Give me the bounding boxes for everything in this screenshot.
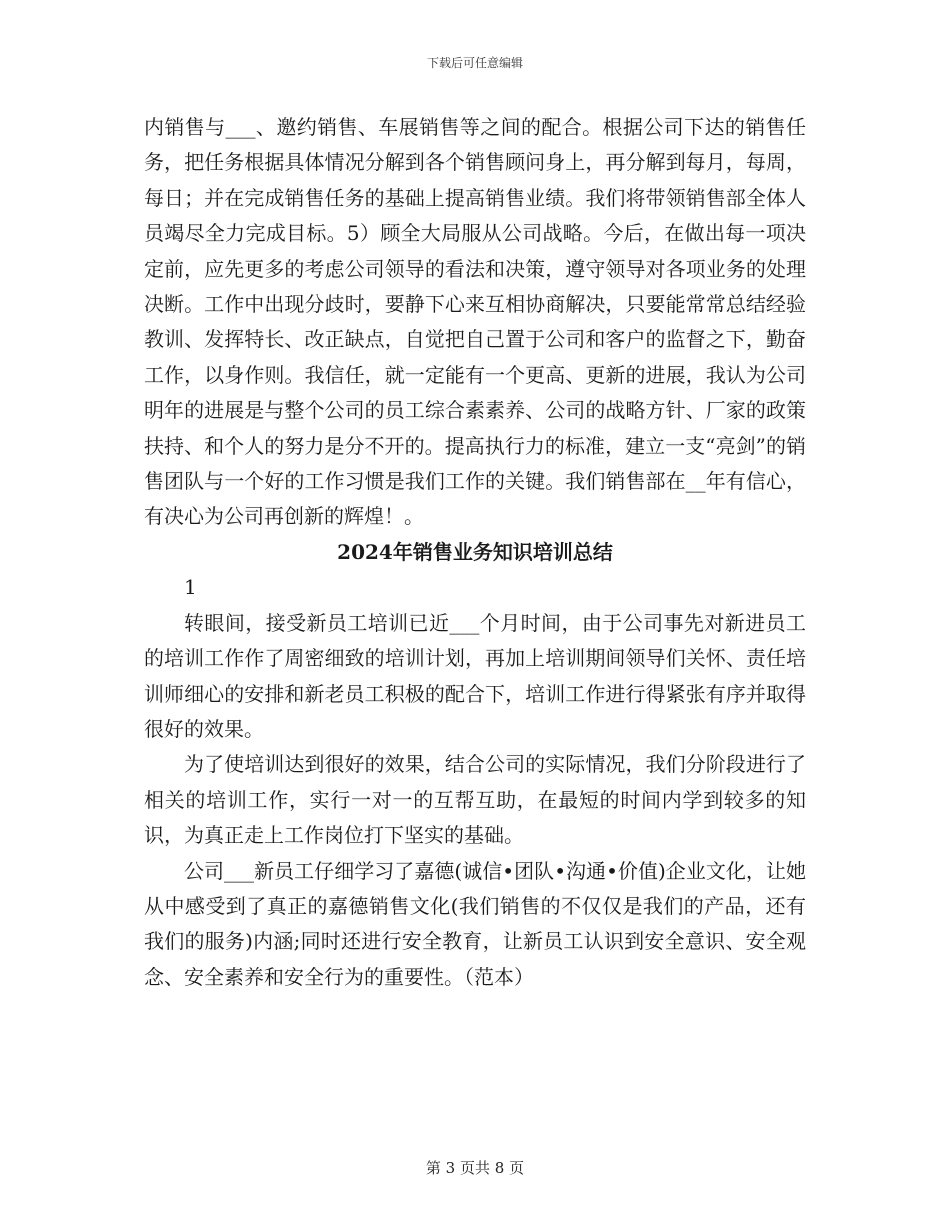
paragraph-3: 公司___新员工仔细学习了嘉德(诚信•团队•沟通•价值)企业文化，让她从中感受到了真正的嘉德销售文化(我们销售的不仅仅是我们的产品，还有我们的服务)内涵;同时还进行安全教育，让新员工认识到安全意识、安全观念、安全素养和安全行为的重要性。（范本） [144,858,806,989]
section-number: 1 [184,575,197,600]
paragraph-1: 转眼间，接受新员工培训已近___个月时间，由于公司事先对新进员工的培训工作作了周密细致的培训计划，再加上培训期间领导们关怀、责任培训师细心的安排和新老员工积极的配合下，培训工作进行得紧张有序并取得很好的效果。 [144,610,806,741]
paragraph-2: 为了使培训达到很好的效果，结合公司的实际情况，我们分阶段进行了相关的培训工作，实行一对一的互帮互助，在最短的时间内学到较多的知识，为真正走上工作岗位打下坚实的基础。 [144,752,806,848]
document-body [144,110,806,995]
section-title: 2024年销售业务知识培训总结 [337,539,613,564]
page-header: 下载后可任意编辑 [426,56,523,70]
page-footer: 第 3 页共 8 页 [425,1159,525,1177]
continuation-paragraph: 内销售与___、邀约销售、车展销售等之间的配合。根据公司下达的销售任务，把任务根据具体情况分解到各个销售顾问身上，再分解到每月，每周，每日；并在完成销售任务的基础上提高销售业绩。我们将带领销售部全体人员竭尽全力完成目标。5）顾全大局服从公司战略。今后，在做出每一项决定前，应先更多的考虑公司领导的看法和决策，遵守领导对各项业务的处理决断。工作中出现分歧时，要静下心来互相协商解决，只要能常常总结经验教训、发挥特长、改正缺点，自觉把自己置于公司和客户的监督之下，勤奋工作，以身作则。我信任，就一定能有一个更高、更新的进展，我认为公司明年的进展是与整个公司的员工综合素素养、公司的战略方针、厂家的政策扶持、和个人的努力是分不开的。提高执行力的标准，建立一支“亮剑”的销售团队与一个好的工作习惯是我们工作的关键。我们销售部在__年有信心，有决心为公司再创新的辉煌！。 [144,115,806,529]
